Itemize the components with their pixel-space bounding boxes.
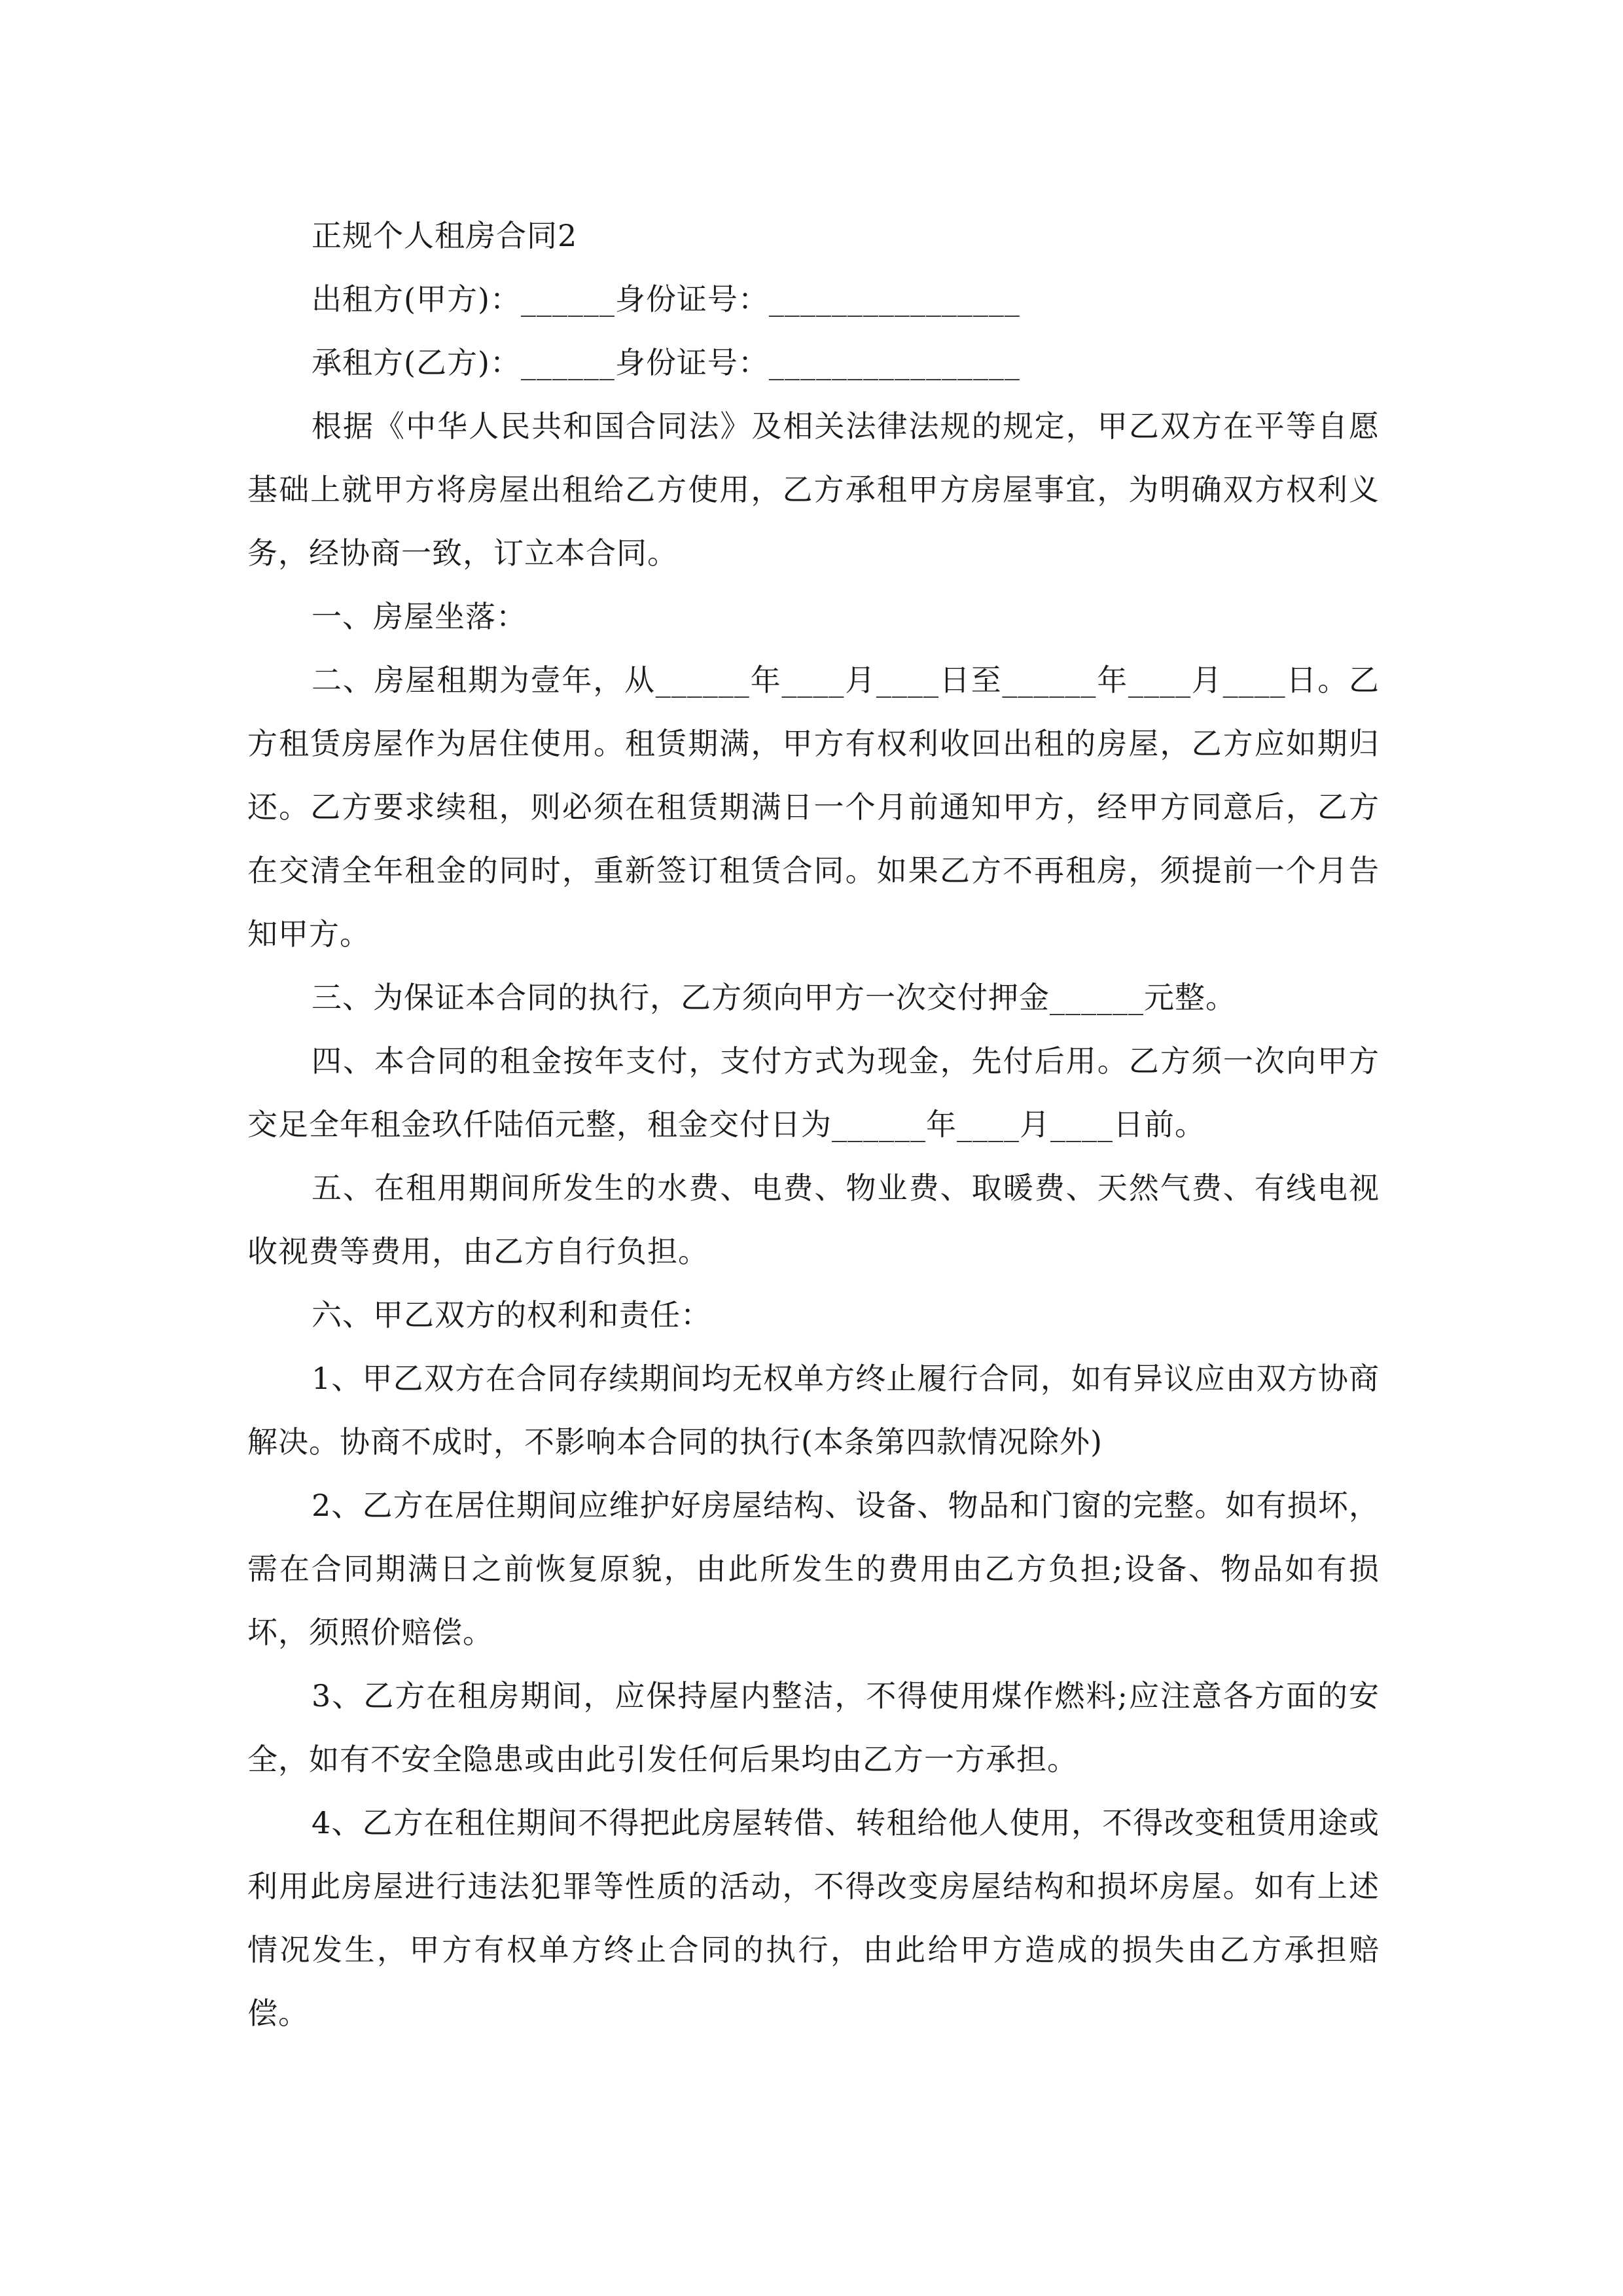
lessee-line: 承租方(乙方)：______身份证号：________________ <box>312 345 1020 380</box>
clause-2-lease-term: 二、房屋租期为壹年，从______年____月____日至______年____月____日。乙方租赁房屋作为居住使用。租赁期满，甲方有权利收回出租的房屋，乙方应如期归还。乙方要求续租，则必须在租赁期满日一个月前通知甲方，经甲方同意后，乙方在交清全年租金的同时，重新签订租赁合同。如果乙方不再租房，须提前一个月告知甲方。 <box>247 662 1380 952</box>
preamble-paragraph: 根据《中华人民共和国合同法》及相关法律法规的规定，甲乙双方在平等自愿基础上就甲方将房屋出租给乙方使用，乙方承租甲方房屋事宜，为明确双方权利义务，经协商一致，订立本合同。 <box>247 408 1380 571</box>
rights-item-4: 4、乙方在租住期间不得把此房屋转借、转租给他人使用，不得改变租赁用途或利用此房屋进行违法犯罪等性质的活动，不得改变房屋结构和损坏房屋。如有上述情况发生，甲方有权单方终止合同的执行，由此给甲方造成的损失由乙方承担赔偿。 <box>247 1805 1380 2031</box>
document-title: 正规个人租房合同2 <box>312 218 578 253</box>
document-body <box>247 204 1380 2045</box>
clause-1-location: 一、房屋坐落： <box>312 599 527 634</box>
clause-3-deposit: 三、为保证本合同的执行，乙方须向甲方一次交付押金______元整。 <box>312 980 1236 1015</box>
lessor-line: 出租方(甲方)：______身份证号：________________ <box>312 281 1020 317</box>
clause-4-rent-payment: 四、本合同的租金按年支付，支付方式为现金，先付后用。乙方须一次向甲方交足全年租金玖仟陆佰元整，租金交付日为______年____月____日前。 <box>247 1043 1380 1142</box>
clause-5-utility-fees: 五、在租用期间所发生的水费、电费、物业费、取暖费、天然气费、有线电视收视费等费用，由乙方自行负担。 <box>247 1170 1380 1269</box>
clause-6-rights-heading: 六、甲乙双方的权利和责任： <box>312 1297 711 1333</box>
rights-item-3: 3、乙方在租房期间，应保持屋内整洁，不得使用煤作燃料;应注意各方面的安全，如有不安全隐患或由此引发任何后果均由乙方一方承担。 <box>247 1678 1380 1777</box>
rights-item-2: 2、乙方在居住期间应维护好房屋结构、设备、物品和门窗的完整。如有损坏，需在合同期满日之前恢复原貌，由此所发生的费用由乙方负担;设备、物品如有损坏，须照价赔偿。 <box>247 1488 1380 1650</box>
rights-item-1: 1、甲乙双方在合同存续期间均无权单方终止履行合同，如有异议应由双方协商解决。协商不成时，不影响本合同的执行(本条第四款情况除外) <box>247 1361 1380 1460</box>
